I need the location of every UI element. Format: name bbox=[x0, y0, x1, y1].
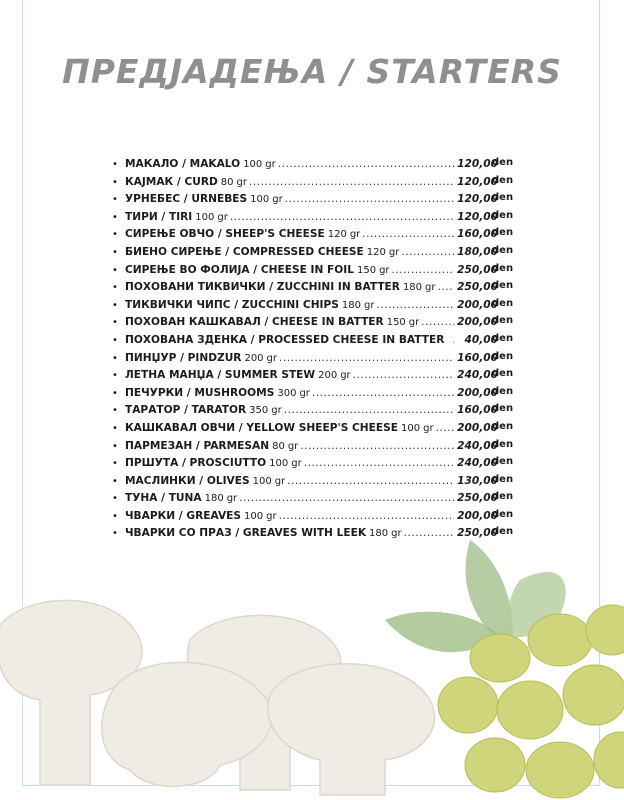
item-price: 240,00 bbox=[457, 457, 498, 470]
item-price: 160,00 bbox=[457, 228, 498, 241]
list-item bbox=[112, 332, 512, 350]
item-unit: gr bbox=[271, 405, 282, 417]
item-name: • ЧВАРКИ / GREAVES bbox=[125, 509, 242, 522]
item-qty: 120 bbox=[366, 246, 386, 258]
item-qty: 350 bbox=[249, 405, 269, 417]
item-price: 200,00 bbox=[457, 421, 498, 434]
list-item bbox=[112, 314, 512, 332]
leader-dots bbox=[230, 209, 454, 227]
currency: den bbox=[492, 385, 514, 397]
currency: den bbox=[492, 315, 514, 327]
list-item bbox=[112, 350, 512, 368]
item-qty: 200 bbox=[318, 370, 338, 382]
leader-dots bbox=[278, 156, 454, 174]
item-qty: 100 bbox=[269, 458, 289, 470]
item-name: • ПОХОВАНА ЗДЕНКА / PROCESSED CHEESE IN BATTER bbox=[125, 333, 445, 346]
item-unit: gr bbox=[364, 299, 375, 311]
item-name: • ТАРАТОР / TARATOR bbox=[125, 404, 247, 417]
item-qty: 180 bbox=[369, 528, 389, 540]
item-name: • ТИРИ / TIRI bbox=[125, 210, 193, 223]
item-unit: gr bbox=[274, 475, 286, 487]
list-item bbox=[112, 455, 512, 473]
item-qty: 100 bbox=[252, 475, 272, 487]
item-price: 130,00 bbox=[457, 474, 498, 487]
mushrooms-olives-illustration bbox=[0, 520, 624, 800]
item-price: 180,00 bbox=[457, 245, 498, 258]
item-name: • ЛЕТНА МАНЏА / SUMMER STEW bbox=[125, 369, 316, 382]
item-price: 120,00 bbox=[457, 158, 498, 170]
leader-dots bbox=[376, 297, 454, 315]
currency: den bbox=[492, 192, 514, 204]
item-price: 200,00 bbox=[457, 509, 498, 522]
list-item bbox=[112, 402, 512, 420]
item-qty: 180 bbox=[402, 282, 423, 294]
leader-dots bbox=[392, 262, 454, 280]
item-unit: gr bbox=[391, 528, 402, 540]
list-item bbox=[112, 191, 512, 209]
leader-dots bbox=[362, 226, 454, 244]
currency: den bbox=[492, 174, 514, 186]
item-qty: 100 bbox=[244, 510, 264, 522]
leader-dots bbox=[421, 314, 454, 332]
item-price: 250,00 bbox=[457, 281, 498, 294]
item-qty: 120 bbox=[327, 229, 347, 241]
currency: den bbox=[492, 209, 514, 221]
item-price: 200,00 bbox=[457, 298, 498, 311]
item-qty: 100 bbox=[250, 194, 270, 206]
currency: den bbox=[492, 332, 514, 344]
currency: den bbox=[492, 438, 514, 450]
leader-dots bbox=[239, 490, 454, 508]
currency: den bbox=[492, 297, 514, 309]
list-item bbox=[112, 438, 512, 456]
item-name: • БИЕНО СИРЕЊЕ / COMPRESSED CHEESE bbox=[125, 245, 364, 258]
leader-dots bbox=[436, 420, 454, 438]
item-unit: gr bbox=[425, 282, 436, 294]
list-item bbox=[112, 156, 512, 174]
item-unit: gr bbox=[408, 317, 420, 329]
item-name: • МАСЛИНКИ / OLIVES bbox=[125, 474, 250, 487]
item-qty: 180 bbox=[204, 493, 224, 505]
currency: den bbox=[492, 526, 514, 538]
list-item bbox=[112, 262, 512, 280]
item-qty: 100 bbox=[243, 159, 263, 170]
leader-dots bbox=[249, 174, 454, 192]
leader-dots bbox=[284, 402, 454, 420]
item-unit: gr bbox=[340, 370, 351, 382]
item-price: 120,00 bbox=[457, 193, 498, 206]
leader-dots bbox=[452, 332, 454, 350]
item-name: • ПИНЏУР / PINDZUR bbox=[125, 351, 242, 364]
item-unit: gr bbox=[266, 510, 277, 522]
item-price: 250,00 bbox=[457, 263, 498, 276]
page-title: ПРЕДЈАДЕЊА / STARTERS bbox=[62, 52, 562, 91]
item-name: • МАКАЛО / MAKALO bbox=[125, 158, 241, 170]
item-name: • ПЕЧУРКИ / MUSHROOMS bbox=[125, 386, 275, 399]
item-name: • УРНЕБЕС / URNEBES bbox=[125, 193, 248, 206]
list-item bbox=[112, 367, 512, 385]
item-name: • ПРШУТА / PROSCIUTTO bbox=[125, 457, 267, 470]
item-unit: gr bbox=[272, 194, 283, 206]
currency: den bbox=[492, 368, 514, 380]
leader-dots bbox=[285, 191, 454, 209]
currency: den bbox=[492, 280, 514, 292]
currency: den bbox=[492, 456, 514, 468]
list-item bbox=[112, 473, 512, 491]
leader-dots bbox=[401, 244, 454, 262]
item-price: 160,00 bbox=[457, 351, 498, 364]
item-price: 40,00 bbox=[464, 333, 498, 346]
item-unit: gr bbox=[423, 422, 434, 434]
item-qty: 100 bbox=[401, 422, 421, 434]
item-name: • ПОХОВАНИ ТИКВИЧКИ / ZUCCHINI IN BATTER bbox=[125, 281, 400, 294]
item-name: • СИРЕЊЕ ВО ФОЛИЈА / CHEESE IN FOIL bbox=[125, 263, 354, 276]
list-item bbox=[112, 244, 512, 262]
currency: den bbox=[492, 420, 514, 432]
item-qty: 80 bbox=[220, 176, 234, 188]
leader-dots bbox=[438, 279, 455, 297]
item-qty: 150 bbox=[386, 317, 406, 329]
list-item bbox=[112, 420, 512, 438]
item-price: 200,00 bbox=[457, 316, 498, 329]
item-price: 120,00 bbox=[457, 175, 498, 188]
item-name: • ТИКВИЧКИ ЧИПС / ZUCCHINI CHIPS bbox=[125, 298, 339, 311]
item-price: 240,00 bbox=[457, 369, 498, 382]
item-unit: gr bbox=[265, 159, 276, 170]
currency: den bbox=[492, 244, 514, 256]
item-price: 250,00 bbox=[457, 492, 498, 505]
item-unit: gr bbox=[266, 352, 278, 364]
item-unit: gr bbox=[287, 440, 299, 452]
item-name: • СИРЕЊЕ ОВЧО / SHEEP'S CHEESE bbox=[125, 228, 325, 241]
currency: den bbox=[492, 508, 514, 520]
item-name: • ЧВАРКИ СО ПРАЗ / GREAVES WITH LEEK bbox=[125, 527, 367, 540]
currency: den bbox=[492, 227, 514, 239]
leader-dots bbox=[279, 350, 454, 368]
leader-dots bbox=[312, 385, 454, 403]
list-item bbox=[112, 279, 512, 297]
item-name: • КАШКАВАЛ ОВЧИ / YELLOW SHEEP'S CHEESE bbox=[125, 421, 399, 434]
leader-dots bbox=[300, 438, 454, 456]
currency: den bbox=[492, 473, 514, 485]
leader-dots bbox=[304, 455, 454, 473]
item-price: 250,00 bbox=[457, 527, 498, 540]
item-qty: 150 bbox=[356, 264, 377, 276]
leader-dots bbox=[287, 473, 454, 491]
item-unit: gr bbox=[299, 387, 310, 399]
item-price: 240,00 bbox=[457, 439, 498, 452]
item-unit: gr bbox=[349, 229, 361, 241]
item-qty: 80 bbox=[272, 440, 285, 452]
item-name: • ТУНА / TUNA bbox=[125, 492, 202, 505]
item-price: 200,00 bbox=[457, 386, 498, 399]
item-name: • ПОХОВАН КАШКАВАЛ / CHEESE IN BATTER bbox=[125, 316, 384, 329]
item-qty: 180 bbox=[341, 299, 361, 311]
list-item bbox=[112, 490, 512, 508]
currency: den bbox=[492, 262, 514, 274]
currency: den bbox=[492, 350, 514, 362]
menu-list bbox=[112, 156, 512, 543]
item-unit: gr bbox=[236, 176, 247, 188]
list-item bbox=[112, 174, 512, 192]
list-item bbox=[112, 385, 512, 403]
item-qty: 200 bbox=[244, 352, 264, 364]
item-unit: gr bbox=[291, 458, 302, 470]
list-item bbox=[112, 226, 512, 244]
item-qty: 100 bbox=[195, 211, 215, 223]
item-name: • КАЈМАК / CURD bbox=[125, 175, 218, 188]
item-price: 160,00 bbox=[457, 404, 498, 417]
currency: den bbox=[492, 157, 514, 168]
item-unit: gr bbox=[379, 264, 390, 276]
mushrooms-icon bbox=[0, 600, 434, 795]
item-qty: 300 bbox=[277, 387, 297, 399]
item-unit: gr bbox=[388, 246, 400, 258]
item-unit: gr bbox=[217, 211, 228, 223]
list-item bbox=[112, 209, 512, 227]
leader-dots bbox=[353, 367, 454, 385]
currency: den bbox=[492, 403, 514, 415]
item-price: 120,00 bbox=[457, 210, 498, 223]
item-unit: gr bbox=[226, 493, 238, 505]
currency: den bbox=[492, 491, 514, 503]
item-name: • ПАРМЕЗАН / PARMESAN bbox=[125, 439, 270, 452]
list-item bbox=[112, 297, 512, 315]
